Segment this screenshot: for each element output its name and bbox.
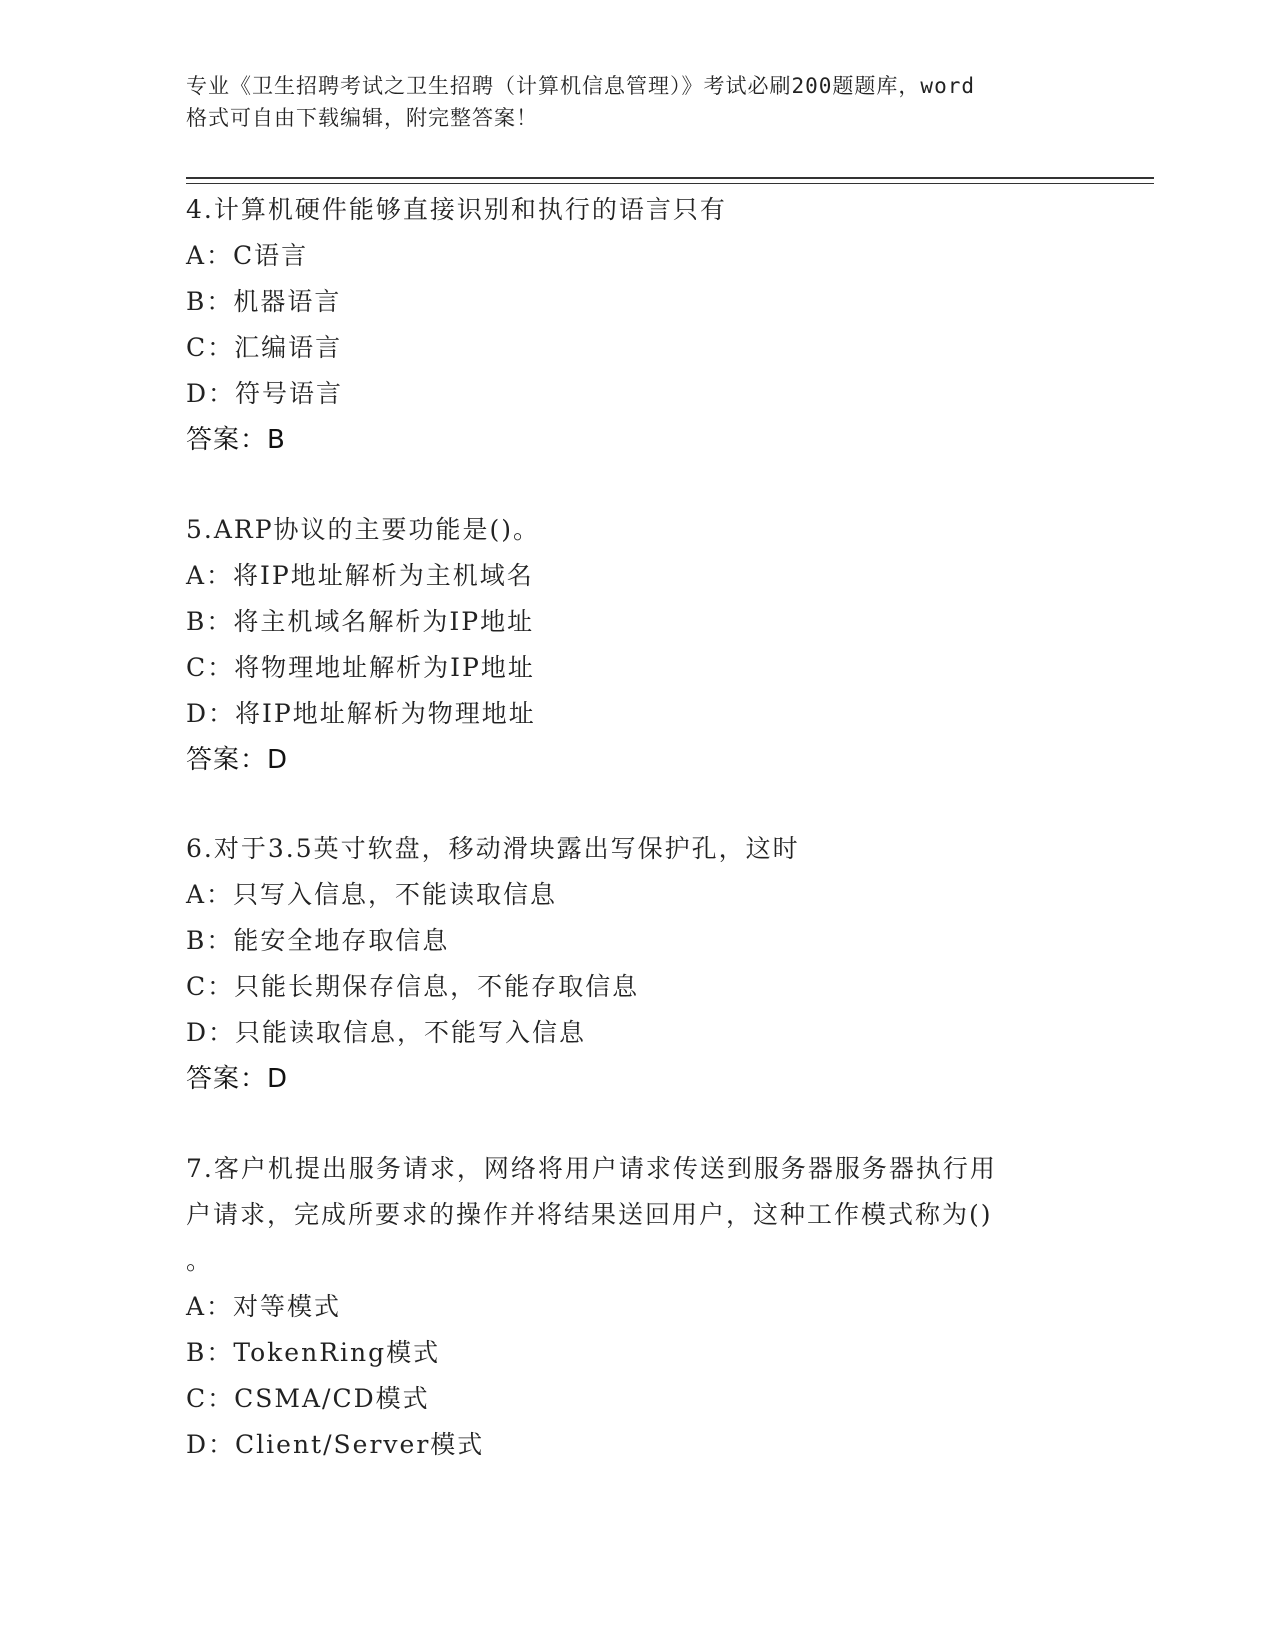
question-text-line-2: 户请求，完成所要求的操作并将结果送回用户，这种工作模式称为() [186,1200,993,1229]
question-4 [186,187,1086,463]
question-text-line-3: 。 [186,1246,214,1275]
option-a: A：对等模式 [186,1292,342,1321]
header-divider-thin [186,183,1154,184]
answer: 答案：B [186,425,286,455]
header-line-2: 格式可自由下载编辑，附完整答案！ [186,106,538,130]
document-header [186,70,1086,134]
option-c: C：将物理地址解析为IP地址 [186,653,535,682]
option-c: C：CSMA/CD模式 [186,1384,430,1413]
question-text: 5.ARP协议的主要功能是()。 [186,515,541,544]
question-text-line-1: 7.客户机提出服务请求，网络将用户请求传送到服务器服务器执行用 [186,1154,997,1183]
option-b: B：机器语言 [186,287,342,316]
answer: 答案：D [186,1064,289,1094]
answer: 答案：D [186,745,289,775]
option-b: B：TokenRing模式 [186,1338,441,1367]
option-a: A：只写入信息，不能读取信息 [186,880,558,909]
option-b: B：能安全地存取信息 [186,926,450,955]
option-d: D：Client/Server模式 [186,1430,485,1459]
option-a: A：将IP地址解析为主机域名 [186,561,534,590]
question-text: 6.对于3.5英寸软盘，移动滑块露出写保护孔，这时 [186,834,800,863]
header-line-1: 专业《卫生招聘考试之卫生招聘（计算机信息管理）》考试必刷200题题库，word [186,74,975,98]
option-d: D：符号语言 [186,379,344,408]
option-c: C：只能长期保存信息，不能存取信息 [186,972,640,1001]
question-6 [186,826,1086,1102]
option-c: C：汇编语言 [186,333,343,362]
option-d: D：将IP地址解析为物理地址 [186,699,536,728]
question-5 [186,507,1086,783]
question-7 [186,1146,1086,1468]
question-text: 4.计算机硬件能够直接识别和执行的语言只有 [186,195,727,224]
option-b: B：将主机域名解析为IP地址 [186,607,535,636]
option-a: A：C语言 [186,241,309,270]
header-divider-thick [186,177,1154,179]
option-d: D：只能读取信息，不能写入信息 [186,1018,587,1047]
